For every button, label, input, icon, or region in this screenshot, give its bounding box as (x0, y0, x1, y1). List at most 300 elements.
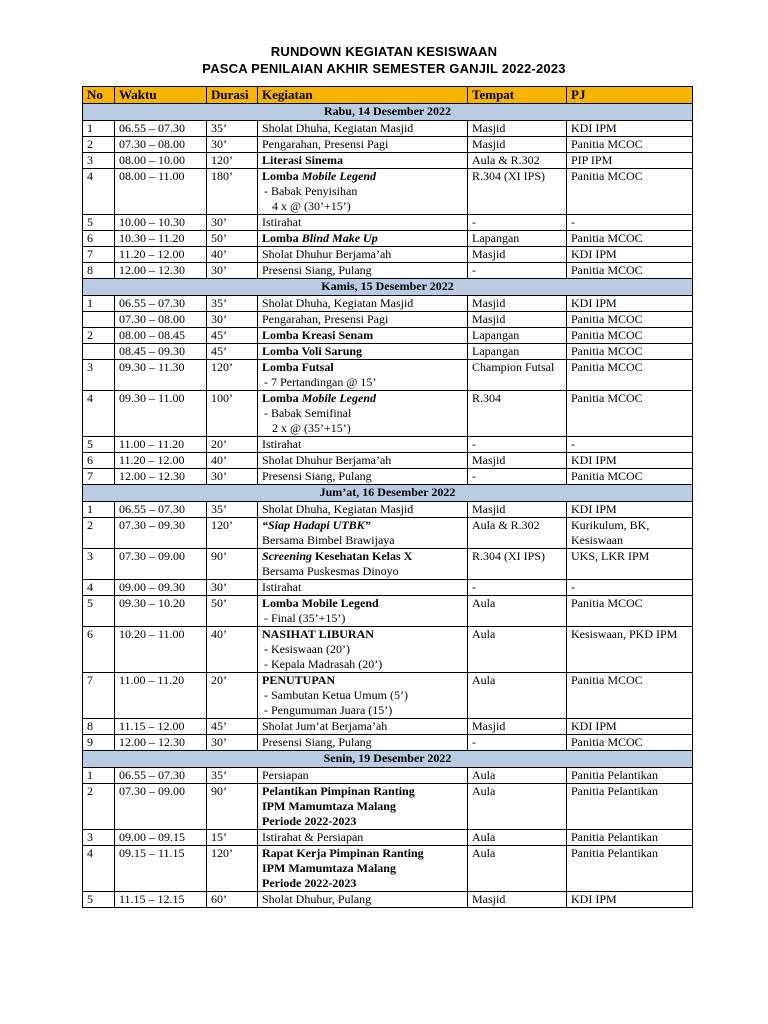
cell-kegiatan (258, 768, 468, 784)
cell-kegiatan (258, 673, 468, 719)
table-row (83, 518, 693, 549)
cell-no: 2 (83, 518, 115, 549)
kegiatan-text: PENUTUPAN (262, 673, 336, 687)
cell-pj: Panitia MCOC (567, 735, 693, 751)
cell-waktu: 10.30 – 11.20 (115, 231, 207, 247)
kegiatan-text: Periode 2022-2023 (262, 814, 357, 828)
cell-waktu: 09.30 – 10.20 (115, 596, 207, 627)
table-row (83, 391, 693, 437)
kegiatan-line (262, 703, 463, 718)
cell-waktu: 12.00 – 12.30 (115, 469, 207, 485)
cell-pj: KDI IPM (567, 296, 693, 312)
cell-durasi: 120’ (207, 518, 258, 549)
cell-kegiatan (258, 169, 468, 215)
kegiatan-text: - Babak Semifinal (264, 406, 352, 420)
cell-durasi: 50’ (207, 596, 258, 627)
cell-durasi: 120’ (207, 846, 258, 892)
table-row (83, 153, 693, 169)
cell-tempat: Aula (468, 846, 567, 892)
cell-no: 3 (83, 830, 115, 846)
kegiatan-text: IPM Mamumtaza Malang (262, 799, 396, 813)
cell-kegiatan (258, 215, 468, 231)
day-header-row (83, 279, 693, 296)
cell-no: 5 (83, 596, 115, 627)
cell-durasi: 120’ (207, 360, 258, 391)
kegiatan-text: - Final (35’+15’) (264, 611, 346, 625)
cell-no: 4 (83, 580, 115, 596)
kegiatan-line (262, 502, 463, 517)
table-row (83, 169, 693, 215)
table-row (83, 596, 693, 627)
cell-kegiatan (258, 312, 468, 328)
cell-pj: Panitia MCOC (567, 263, 693, 279)
day-label: Kamis, 15 Desember 2022 (83, 279, 693, 296)
cell-waktu: 10.20 – 11.00 (115, 627, 207, 673)
kegiatan-text: Sholat Jum’at Berjama’ah (262, 719, 388, 733)
kegiatan-line (262, 719, 463, 734)
cell-no: 7 (83, 469, 115, 485)
cell-pj: Panitia MCOC (567, 596, 693, 627)
cell-waktu: 08.00 – 08.45 (115, 328, 207, 344)
table-header-row (83, 87, 693, 104)
cell-waktu: 11.00 – 11.20 (115, 673, 207, 719)
cell-kegiatan (258, 453, 468, 469)
cell-pj: Panitia Pelantikan (567, 768, 693, 784)
cell-durasi: 100’ (207, 391, 258, 437)
table-row (83, 437, 693, 453)
kegiatan-line (262, 549, 463, 564)
cell-no: 2 (83, 784, 115, 830)
cell-pj: Panitia MCOC (567, 328, 693, 344)
cell-pj: KDI IPM (567, 719, 693, 735)
kegiatan-line (262, 814, 463, 829)
kegiatan-line (262, 375, 463, 390)
kegiatan-text: Persiapan (262, 768, 309, 782)
kegiatan-text: Sholat Dhuha, Kegiatan Masjid (262, 296, 414, 310)
cell-waktu: 09.00 – 09.30 (115, 580, 207, 596)
kegiatan-text: - Sambutan Ketua Umum (5’) (264, 688, 408, 702)
cell-waktu: 11.20 – 12.00 (115, 453, 207, 469)
kegiatan-text: Istirahat (262, 437, 302, 451)
cell-durasi: 20’ (207, 673, 258, 719)
kegiatan-line (262, 247, 463, 262)
cell-durasi: 20’ (207, 437, 258, 453)
table-row (83, 121, 693, 137)
kegiatan-line (262, 344, 463, 359)
column-header-tempat: Tempat (468, 87, 567, 104)
cell-no: 3 (83, 360, 115, 391)
table-row (83, 846, 693, 892)
cell-waktu: 06.55 – 07.30 (115, 768, 207, 784)
kegiatan-text: Presensi Siang, Pulang (262, 263, 372, 277)
cell-durasi: 30’ (207, 580, 258, 596)
cell-durasi: 30’ (207, 312, 258, 328)
cell-no: 5 (83, 215, 115, 231)
table-row (83, 735, 693, 751)
cell-pj: Panitia MCOC (567, 169, 693, 215)
table-row (83, 892, 693, 908)
cell-waktu: 07.30 – 09.00 (115, 549, 207, 580)
cell-tempat: - (468, 437, 567, 453)
cell-tempat: Aula (468, 596, 567, 627)
kegiatan-line (262, 673, 463, 688)
column-header-durasi: Durasi (207, 87, 258, 104)
day-header-row (83, 485, 693, 502)
cell-no: 8 (83, 263, 115, 279)
cell-durasi: 35’ (207, 502, 258, 518)
cell-kegiatan (258, 719, 468, 735)
cell-pj: Panitia MCOC (567, 137, 693, 153)
kegiatan-text: Lomba (262, 391, 302, 405)
column-header-waktu: Waktu (115, 87, 207, 104)
cell-pj: Panitia MCOC (567, 344, 693, 360)
cell-no: 1 (83, 121, 115, 137)
cell-pj: Panitia Pelantikan (567, 846, 693, 892)
cell-no: 1 (83, 296, 115, 312)
cell-tempat: R.304 (XI IPS) (468, 169, 567, 215)
kegiatan-line (262, 735, 463, 750)
table-row (83, 231, 693, 247)
kegiatan-text: Sholat Dhuha, Kegiatan Masjid (262, 502, 414, 516)
day-header-row (83, 751, 693, 768)
cell-pj: - (567, 215, 693, 231)
cell-kegiatan (258, 137, 468, 153)
kegiatan-line (262, 518, 463, 533)
kegiatan-text: Pengarahan, Presensi Pagi (262, 312, 389, 326)
kegiatan-text: Lomba (262, 231, 302, 245)
cell-durasi: 30’ (207, 215, 258, 231)
kegiatan-line (262, 296, 463, 311)
cell-durasi: 50’ (207, 231, 258, 247)
table-row (83, 453, 693, 469)
cell-waktu: 12.00 – 12.30 (115, 263, 207, 279)
cell-durasi: 45’ (207, 719, 258, 735)
cell-kegiatan (258, 344, 468, 360)
cell-waktu: 09.00 – 09.15 (115, 830, 207, 846)
cell-pj: KDI IPM (567, 247, 693, 263)
cell-no: 8 (83, 719, 115, 735)
kegiatan-text: Bersama Puskesmas Dinoyo (262, 564, 399, 578)
cell-no: 2 (83, 137, 115, 153)
kegiatan-line (262, 406, 463, 421)
kegiatan-line (262, 184, 463, 199)
cell-kegiatan (258, 296, 468, 312)
kegiatan-text: - Pengumuman Juara (15’) (264, 703, 393, 717)
kegiatan-line (262, 596, 463, 611)
cell-tempat: Aula (468, 830, 567, 846)
kegiatan-text: NASIHAT LIBURAN (262, 627, 374, 641)
cell-tempat: R.304 (468, 391, 567, 437)
cell-pj: - (567, 437, 693, 453)
cell-tempat: Lapangan (468, 328, 567, 344)
kegiatan-line (262, 657, 463, 672)
kegiatan-line (262, 312, 463, 327)
cell-waktu: 11.20 – 12.00 (115, 247, 207, 263)
table-row (83, 344, 693, 360)
cell-durasi: 60’ (207, 892, 258, 908)
cell-waktu: 08.00 – 10.00 (115, 153, 207, 169)
cell-no: 6 (83, 627, 115, 673)
kegiatan-line (262, 861, 463, 876)
cell-pj: Panitia MCOC (567, 391, 693, 437)
kegiatan-line (262, 564, 463, 579)
kegiatan-text: Literasi Sinema (262, 153, 343, 167)
cell-waktu: 06.55 – 07.30 (115, 502, 207, 518)
cell-pj: Kesiswaan, PKD IPM (567, 627, 693, 673)
kegiatan-line (262, 391, 463, 406)
cell-no: 3 (83, 153, 115, 169)
cell-kegiatan (258, 263, 468, 279)
cell-waktu: 09.15 – 11.15 (115, 846, 207, 892)
cell-no: 4 (83, 169, 115, 215)
kegiatan-text: Mobile Legend (301, 391, 377, 405)
cell-no: 1 (83, 502, 115, 518)
kegiatan-text: Sholat Dhuhur Berjama’ah (262, 247, 392, 261)
cell-durasi: 30’ (207, 735, 258, 751)
table-row (83, 502, 693, 518)
cell-tempat: - (468, 580, 567, 596)
cell-tempat: Masjid (468, 121, 567, 137)
kegiatan-text: Sholat Dhuha, Kegiatan Masjid (262, 121, 414, 135)
table-row (83, 830, 693, 846)
cell-durasi: 30’ (207, 263, 258, 279)
kegiatan-line (262, 215, 463, 230)
kegiatan-line (262, 169, 463, 184)
document-title: RUNDOWN KEGIATAN KESISWAAN (270, 44, 498, 59)
kegiatan-text: Sholat Dhuhur, Pulang (262, 892, 372, 906)
kegiatan-text: Presensi Siang, Pulang (262, 735, 372, 749)
table-row (83, 784, 693, 830)
kegiatan-text: Lomba Voli Sarung (262, 344, 363, 358)
kegiatan-line (262, 876, 463, 891)
kegiatan-text: Pengarahan, Presensi Pagi (262, 137, 389, 151)
kegiatan-text: Istirahat (262, 215, 302, 229)
kegiatan-text: Screening (262, 549, 313, 563)
cell-tempat: Lapangan (468, 344, 567, 360)
kegiatan-text: Mobile Legend (301, 169, 377, 183)
cell-no: 2 (83, 328, 115, 344)
cell-kegiatan (258, 580, 468, 596)
cell-kegiatan (258, 437, 468, 453)
kegiatan-line (262, 830, 463, 845)
cell-tempat: - (468, 215, 567, 231)
kegiatan-line (262, 231, 463, 246)
kegiatan-line (262, 642, 463, 657)
day-label: Jum’at, 16 Desember 2022 (83, 485, 693, 502)
cell-tempat: - (468, 735, 567, 751)
cell-tempat: Aula (468, 673, 567, 719)
cell-pj: Kurikulum, BK, Kesiswaan (567, 518, 693, 549)
kegiatan-line (262, 688, 463, 703)
cell-durasi: 15’ (207, 830, 258, 846)
cell-kegiatan (258, 627, 468, 673)
cell-waktu: 07.30 – 08.00 (115, 312, 207, 328)
cell-durasi: 40’ (207, 247, 258, 263)
cell-durasi: 30’ (207, 469, 258, 485)
cell-pj: Panitia MCOC (567, 673, 693, 719)
cell-tempat: R.304 (XI IPS) (468, 549, 567, 580)
table-row (83, 137, 693, 153)
cell-waktu: 10.00 – 10.30 (115, 215, 207, 231)
table-row (83, 580, 693, 596)
cell-durasi: 120’ (207, 153, 258, 169)
document-subtitle: PASCA PENILAIAN AKHIR SEMESTER GANJIL 2022-2023 (202, 61, 566, 76)
cell-kegiatan (258, 784, 468, 830)
day-header-row (83, 104, 693, 121)
kegiatan-line (262, 199, 463, 214)
table-row (83, 296, 693, 312)
cell-waktu: 11.15 – 12.00 (115, 719, 207, 735)
cell-pj: KDI IPM (567, 502, 693, 518)
kegiatan-text: Istirahat (262, 580, 302, 594)
kegiatan-line (262, 469, 463, 484)
cell-tempat: Masjid (468, 892, 567, 908)
kegiatan-text: IPM Mamumtaza Malang (262, 861, 396, 875)
cell-durasi: 30’ (207, 137, 258, 153)
cell-no: 3 (83, 549, 115, 580)
table-row (83, 312, 693, 328)
kegiatan-line (262, 421, 463, 436)
cell-pj: Panitia MCOC (567, 231, 693, 247)
kegiatan-text: - Kesiswaan (20’) (264, 642, 350, 656)
cell-no: 6 (83, 231, 115, 247)
table-row (83, 768, 693, 784)
cell-kegiatan (258, 846, 468, 892)
cell-kegiatan (258, 391, 468, 437)
kegiatan-text: 2 x @ (35’+15’) (272, 421, 351, 435)
kegiatan-text: Periode 2022-2023 (262, 876, 357, 890)
kegiatan-text: Pelantikan Pimpinan Ranting (262, 784, 415, 798)
cell-no: 4 (83, 391, 115, 437)
kegiatan-text: - 7 Pertandingan @ 15’ (264, 375, 377, 389)
cell-kegiatan (258, 830, 468, 846)
cell-tempat: - (468, 263, 567, 279)
cell-tempat: Aula (468, 784, 567, 830)
cell-waktu: 12.00 – 12.30 (115, 735, 207, 751)
kegiatan-text: 4 x @ (30’+15’) (272, 199, 351, 213)
cell-kegiatan (258, 360, 468, 391)
kegiatan-line (262, 846, 463, 861)
cell-waktu: 07.30 – 09.30 (115, 518, 207, 549)
cell-no: 6 (83, 453, 115, 469)
kegiatan-line (262, 892, 463, 907)
kegiatan-text: - Babak Penyisihan (264, 184, 358, 198)
cell-tempat: Masjid (468, 247, 567, 263)
cell-no: 5 (83, 437, 115, 453)
cell-kegiatan (258, 153, 468, 169)
cell-waktu: 06.55 – 07.30 (115, 296, 207, 312)
kegiatan-line (262, 627, 463, 642)
cell-tempat: Lapangan (468, 231, 567, 247)
cell-waktu: 09.30 – 11.00 (115, 391, 207, 437)
cell-tempat: - (468, 469, 567, 485)
cell-durasi: 180’ (207, 169, 258, 215)
kegiatan-text: Bersama Bimbel Brawijaya (262, 533, 395, 547)
cell-pj: KDI IPM (567, 892, 693, 908)
cell-tempat: Masjid (468, 137, 567, 153)
kegiatan-text: “Siap Hadapi UTBK” (262, 518, 371, 532)
kegiatan-line (262, 137, 463, 152)
cell-durasi: 40’ (207, 453, 258, 469)
kegiatan-line (262, 580, 463, 595)
table-row (83, 719, 693, 735)
table-body (83, 104, 693, 908)
table-row (83, 247, 693, 263)
cell-tempat: Masjid (468, 502, 567, 518)
cell-waktu: 09.30 – 11.30 (115, 360, 207, 391)
cell-kegiatan (258, 247, 468, 263)
kegiatan-line (262, 768, 463, 783)
cell-kegiatan (258, 328, 468, 344)
cell-kegiatan (258, 121, 468, 137)
kegiatan-text: Lomba Kreasi Senam (262, 328, 374, 342)
cell-no: 4 (83, 846, 115, 892)
cell-tempat: Masjid (468, 296, 567, 312)
table-row (83, 360, 693, 391)
cell-tempat: Aula & R.302 (468, 153, 567, 169)
cell-no (83, 344, 115, 360)
kegiatan-line (262, 360, 463, 375)
kegiatan-line (262, 453, 463, 468)
kegiatan-text: Blind Make Up (301, 231, 378, 245)
day-label: Rabu, 14 Desember 2022 (83, 104, 693, 121)
cell-waktu: 08.00 – 11.00 (115, 169, 207, 215)
cell-pj: KDI IPM (567, 453, 693, 469)
kegiatan-line (262, 784, 463, 799)
cell-pj: Panitia MCOC (567, 312, 693, 328)
kegiatan-text: Presensi Siang, Pulang (262, 469, 372, 483)
kegiatan-text: Lomba Futsal (262, 360, 334, 374)
kegiatan-line (262, 153, 463, 168)
cell-pj: KDI IPM (567, 121, 693, 137)
kegiatan-line (262, 437, 463, 452)
cell-tempat: Aula (468, 768, 567, 784)
kegiatan-text: Rapat Kerja Pimpinan Ranting (262, 846, 424, 860)
cell-no: 7 (83, 247, 115, 263)
table-row (83, 469, 693, 485)
cell-waktu: 11.00 – 11.20 (115, 437, 207, 453)
kegiatan-text: Istirahat & Persiapan (262, 830, 364, 844)
cell-durasi: 90’ (207, 784, 258, 830)
cell-kegiatan (258, 892, 468, 908)
cell-durasi: 45’ (207, 344, 258, 360)
table-row (83, 215, 693, 231)
kegiatan-line (262, 121, 463, 136)
cell-kegiatan (258, 502, 468, 518)
cell-pj: Panitia Pelantikan (567, 830, 693, 846)
cell-no: 1 (83, 768, 115, 784)
kegiatan-text: Lomba (262, 169, 302, 183)
cell-kegiatan (258, 549, 468, 580)
cell-durasi: 45’ (207, 328, 258, 344)
table-row (83, 549, 693, 580)
cell-tempat: Masjid (468, 312, 567, 328)
kegiatan-line (262, 328, 463, 343)
table-row (83, 627, 693, 673)
cell-pj: Panitia MCOC (567, 469, 693, 485)
cell-pj: - (567, 580, 693, 596)
cell-pj: PIP IPM (567, 153, 693, 169)
cell-durasi: 35’ (207, 296, 258, 312)
cell-waktu: 08.45 – 09.30 (115, 344, 207, 360)
column-header-kegiatan: Kegiatan (258, 87, 468, 104)
cell-durasi: 40’ (207, 627, 258, 673)
cell-kegiatan (258, 518, 468, 549)
kegiatan-line (262, 611, 463, 626)
table-row (83, 263, 693, 279)
kegiatan-line (262, 533, 463, 548)
cell-waktu: 07.30 – 09.00 (115, 784, 207, 830)
